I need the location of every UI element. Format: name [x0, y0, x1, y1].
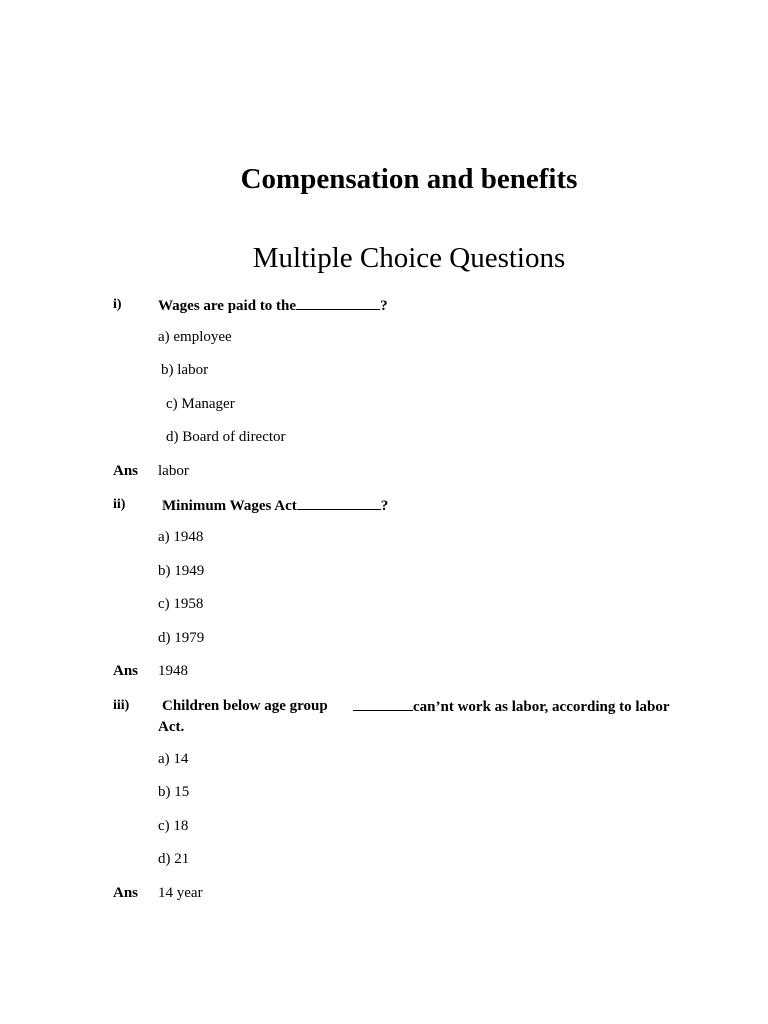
answer-label: Ans: [113, 885, 139, 901]
option-item: c) Manager: [166, 396, 235, 412]
option-item: d) 21: [158, 851, 190, 867]
answer-value: 14 year: [158, 885, 203, 901]
document-subtitle: Multiple Choice Questions: [252, 242, 566, 274]
question-text-after: [353, 697, 670, 716]
question-text-continued: Act.: [158, 719, 185, 735]
question-number: iii): [113, 698, 130, 713]
question-number: ii): [113, 497, 126, 512]
question-text-before: Minimum Wages Act: [162, 498, 297, 514]
question-text-before: Wages are paid to the: [158, 298, 297, 314]
answer-value: labor: [158, 463, 189, 479]
answer-value: 1948: [158, 663, 188, 679]
answer-blank: [297, 496, 381, 510]
question-text-tail: can’nt work as labor, according to labor: [413, 699, 670, 715]
question-text-after: ?: [380, 498, 389, 514]
question-text-before: Children below age group: [162, 698, 328, 714]
option-item: a) employee: [158, 329, 232, 345]
question-text-after: ?: [380, 298, 388, 314]
option-item: c) 18: [158, 818, 189, 834]
question-number: i): [113, 297, 122, 312]
option-item: d) 1979: [158, 630, 205, 646]
option-item: a) 14: [158, 751, 189, 767]
option-item: c) 1958: [158, 596, 204, 612]
question-text: [162, 496, 388, 515]
question-text: [158, 296, 388, 315]
answer-label: Ans: [113, 663, 139, 679]
option-item: b) 15: [158, 784, 190, 800]
document-title: Compensation and benefits: [240, 163, 578, 195]
option-item: b) labor: [161, 362, 209, 378]
answer-blank: [296, 296, 380, 310]
option-item: b) 1949: [158, 563, 205, 579]
option-item: a) 1948: [158, 529, 204, 545]
option-item: d) Board of director: [166, 429, 286, 445]
answer-label: Ans: [113, 463, 139, 479]
answer-blank: [353, 697, 413, 711]
